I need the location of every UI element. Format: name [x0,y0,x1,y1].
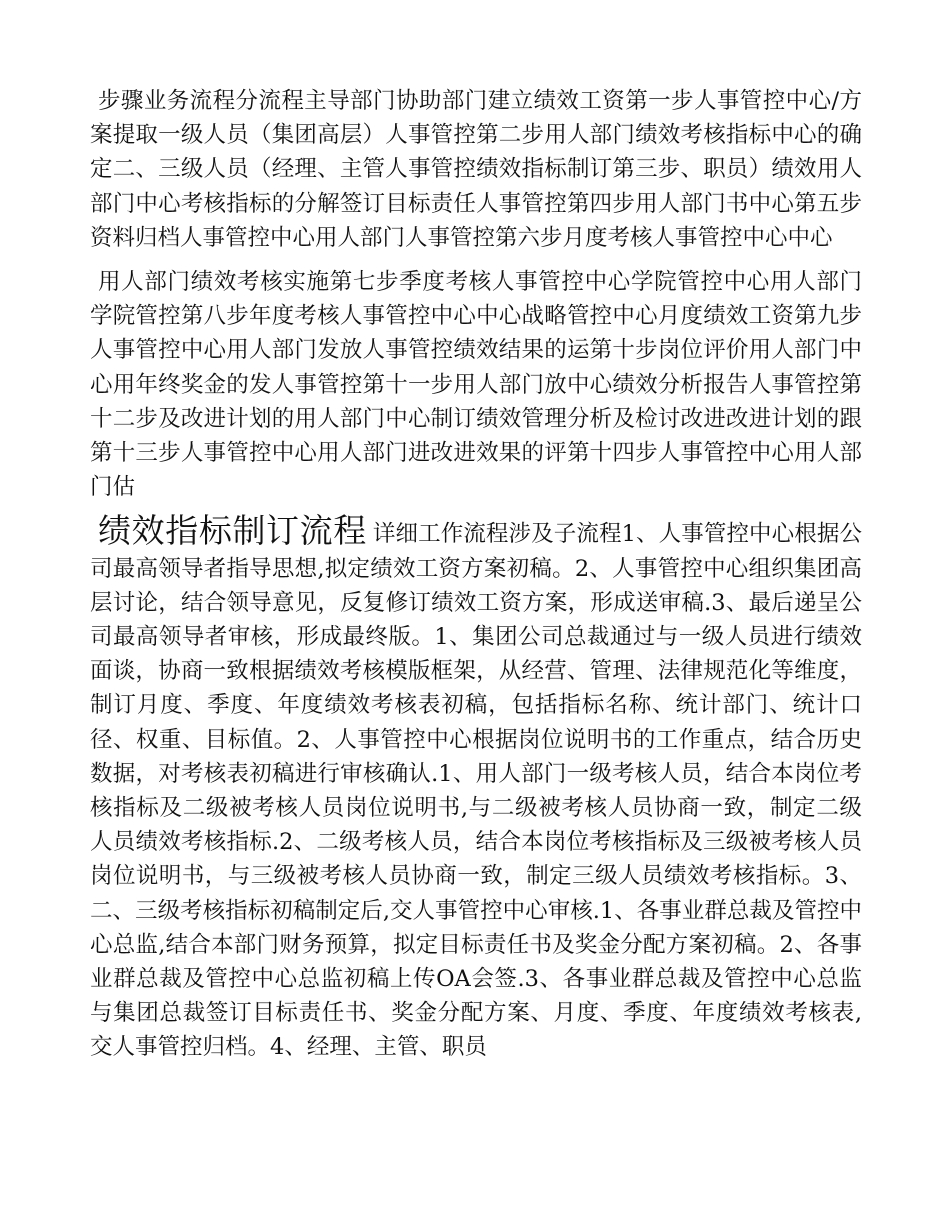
section-heading: 绩效指标制订流程 [98,511,367,551]
document-page [90,84,862,1065]
paragraph-process-steps-continued: 用人部门绩效考核实施第七步季度考核人事管控中心学院管控中心用人部门学院管控第八步年度考核人事管控中心中心战略管控中心月度绩效工资第九步人事管控中心用人部门发放人事管控绩效结果的运第十步岗位评价用人部门中心用年终奖金的发人事管控第十一步用人部门放中心绩效分析报告人事管控第十二步及改进计划的用人部门中心制订绩效管理分析及检讨改进改进计划的跟第十三步人事管控中心用人部门进改进效果的评第十四步人事管控中心用人部门估 [90,269,862,501]
paragraph-indicator-process [90,511,863,1064]
paragraph-process-steps: 步骤业务流程分流程主导部门协助部门建立绩效工资第一步人事管控中心/方案提取一级人员（集团高层）人事管控第二步用人部门绩效考核指标中心的确定二、三级人员（经理、主管人事管控绩效指标制订第三步、职员）绩效用人部门中心考核指标的分解签订目标责任人事管控第四步用人部门书中心第五步资料归档人事管控中心用人部门人事管控第六步月度考核人事管控中心中心 [90,88,862,251]
paragraph-indicator-details: 详细工作流程涉及子流程1、人事管控中心根据公司最高领导者指导思想,拟定绩效工资方案初稿。2、人事管控中心组织集团高层讨论，结合领导意见，反复修订绩效工资方案，形成送审稿.3、最后递呈公司最高领导者审核，形成最终版。1、集团公司总裁通过与一级人员进行绩效面谈，协商一致根据绩效考核模版框架，从经营、管理、法律规范化等维度，制订月度、季度、年度绩效考核表初稿，包括指标名称、统计部门、统计口径、权重、目标值。2、人事管控中心根据岗位说明书的工作重点，结合历史数据，对考核表初稿进行审核确认.1、用人部门一级考核人员，结合本岗位考核指标及二级被考核人员岗位说明书,与二级被考核人员协商一致，制定二级人员绩效考核指标.2、二级考核人员，结合本岗位考核指标及三级被考核人员岗位说明书，与三级被考核人员协商一致，制定三级人员绩效考核指标。3、二、三级考核指标初稿制定后,交人事管控中心审核.1、各事业群总裁及管控中心总监,结合本部门财务预算，拟定目标责任书及奖金分配方案初稿。2、各事业群总裁及管控中心总监初稿上传OA会签.3、各事业群总裁及管控中心总监与集团总裁签订目标责任书、奖金分配方案、月度、季度、年度绩效考核表,交人事管控归档。4、经理、主管、职员 [90,521,863,1061]
